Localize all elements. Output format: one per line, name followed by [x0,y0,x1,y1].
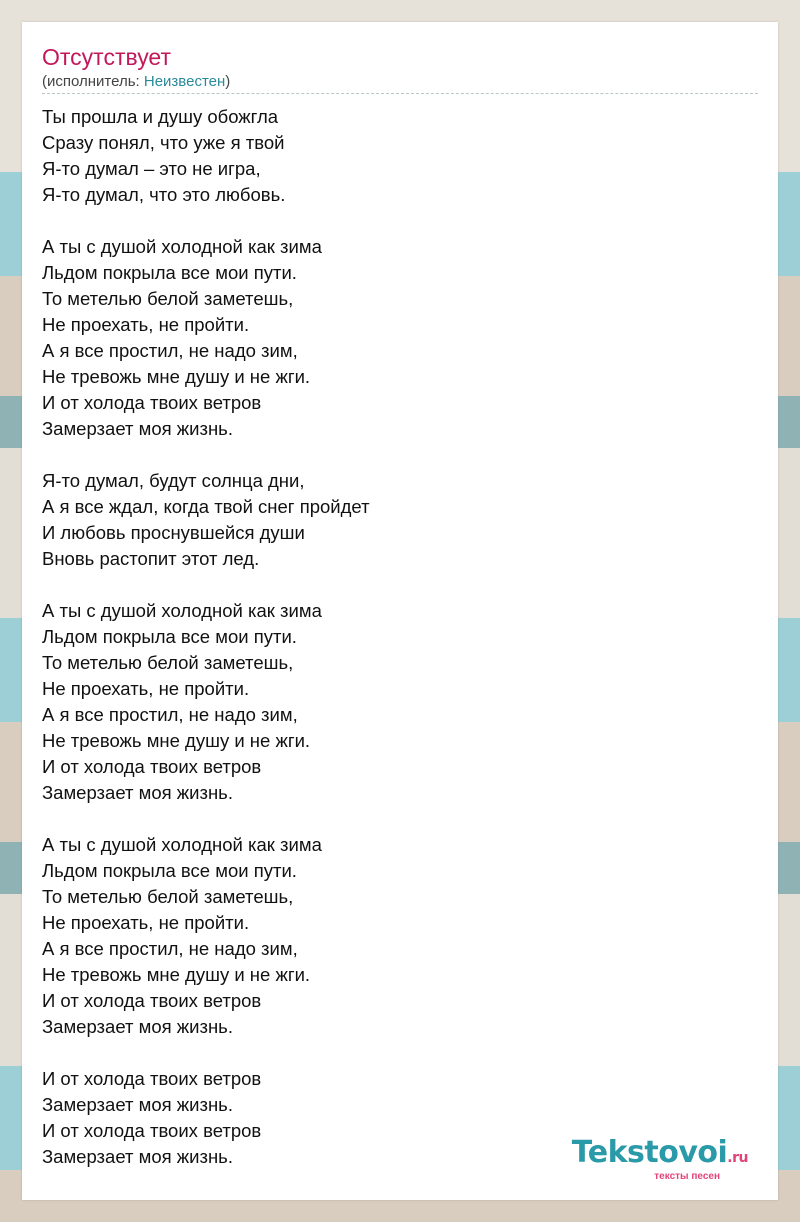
song-title: Отсутствует [42,44,171,70]
logo-tagline: тексты песен [654,1171,720,1182]
artist-prefix: (исполнитель: [42,73,144,90]
artist-link[interactable]: Неизвестен [143,73,226,90]
logo-name: Tekstovoi [571,1135,728,1170]
artist-suffix: ) [225,73,231,90]
title-divider [42,93,758,94]
lyrics-card [22,22,778,1200]
lyrics-text: Ты прошла и душу обожгла Сразу понял, что уже я твой Я-то думал – это не игра, Я-то думал, что это любовь. А ты с душой холодной как зима Льдом покрыла все мои пути. То метелью белой заметешь, Не проехать, не пройти. А я все простил, не надо зим, Не тревожь мне душу и не жги. И от холода твоих ветров Замерзает моя жизнь. Я-то думал, будут солнца дни, А я все ждал, когда твой снег пройдет И любовь проснувшейся души Вновь растопит этот лед. А ты с душой холодной как зима Льдом покрыла все мои пути. То метелью белой заметешь, Не проехать, не пройти. А я все простил, не надо зим, Не тревожь мне душу и не жги. И от холода твоих ветров Замерзает моя жизнь. А ты с душой холодной как зима Льдом покрыла все мои пути. То метелью белой заметешь, Не проехать, не пройти. А я все простил, не надо зим, Не тревожь мне душу и не жги. И от холода твоих ветров Замерзает моя жизнь. И от холода твоих ветров Замерзает моя жизнь. И от холода твоих ветров Замерзает моя жизнь. [42,106,370,1167]
logo-tld: .ru [727,1150,748,1166]
logo-wordmark [572,1137,748,1174]
artist-line [42,73,230,91]
site-logo[interactable] [572,1137,748,1182]
